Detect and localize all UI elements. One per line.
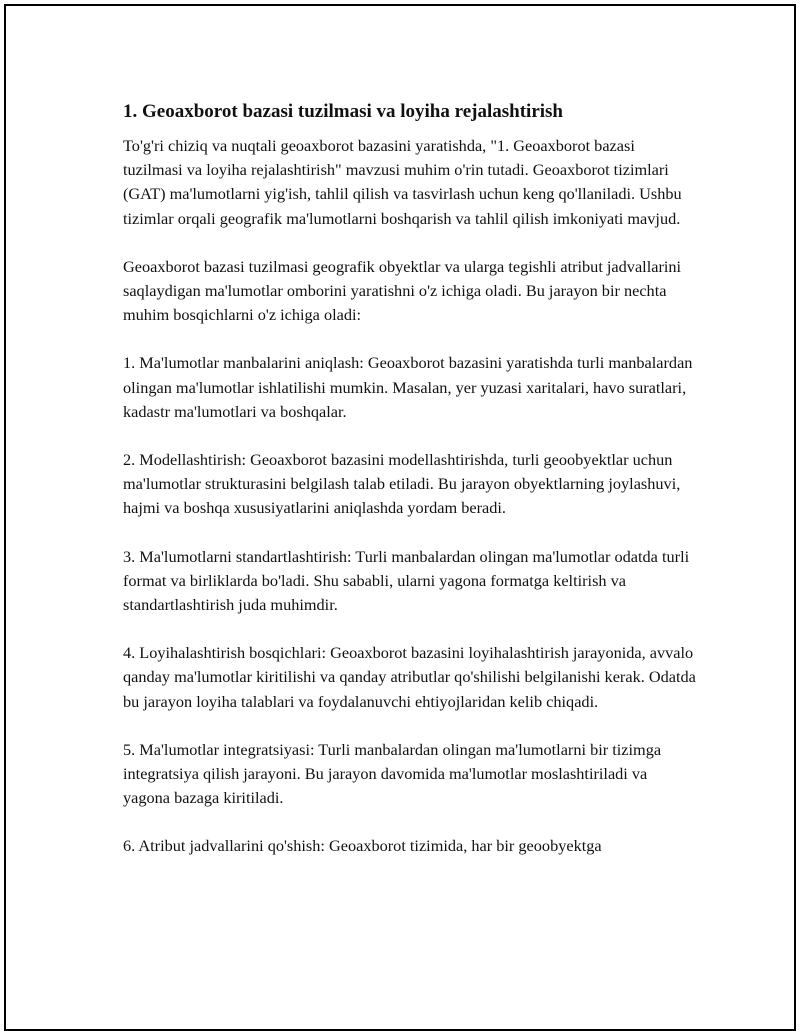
list-item-1: 1. Ma'lumotlar manbalarini aniqlash: Geoaxborot bazasini yaratishda turli manbalardan olingan ma'lumotlar ishlatilishi mumkin. Masalan, yer yuzasi xaritalari, havo suratlari, kadastr ma'lumotlari va boshqalar. [123,353,693,421]
document-body [123,98,698,883]
list-item-2: 2. Modellashtirish: Geoaxborot bazasini modellashtirishda, turli geoobyektlar uchun ma'lumotlar strukturasini belgilash talab etiladi. Bu jarayon obyektlarning joylashuvi, hajmi va boshqa xususiyatlarini aniqlashda yordam beradi. [123,450,681,518]
list-item-5: 5. Ma'lumotlar integratsiyasi: Turli manbalardan olingan ma'lumotlarni bir tizimga integratsiya qilish jarayoni. Bu jarayon davomida ma'lumotlar moslashtiriladi va yagona bazaga kiritiladi. [123,739,662,808]
paragraph-intro: To'g'ri chiziq va nuqtali geoaxborot bazasini yaratishda, "1. Geoaxborot bazasi tuzilmasi va loyiha rejalashtirish" mavzusi muhim o'rin tutadi. Geoaxborot tizimlari (GAT) ma'lumotlarni yig'ish, tahlil qilish va tasvirlash uchun keng qo'llaniladi. Ushbu tizimlar orqali geografik ma'lumotlarni boshqarish va tahlil qilish imkoniyati mavjud. [123,136,682,228]
document-title: 1. Geoaxborot bazasi tuzilmasi va loyiha rejalashtirish [123,101,563,122]
list-item-4: 4. Loyihalashtirish bosqichlari: Geoaxborot bazasini loyihalashtirish jarayonida, avvalo qanday ma'lumotlar kiritilishi va qanday atributlar qo'shilishi belgilanishi kerak. Odatda bu jarayon loyiha talablari va foydalanuvchi ehtiyojlaridan kelib chiqadi. [123,643,696,711]
list-item-6: 6. Atribut jadvallarini qo'shish: Geoaxborot tizimida, har bir geoobyektga [123,836,602,856]
paragraph-structure: Geoaxborot bazasi tuzilmasi geografik obyektlar va ularga tegishli atribut jadvallarini saqlaydigan ma'lumotlar omborini yaratishni o'z ichiga oladi. Bu jarayon bir nechta muhim bosqichlarni o'z ichiga oladi: [123,256,682,325]
list-item-3: 3. Ma'lumotlarni standartlashtirish: Turli manbalardan olingan ma'lumotlar odatda turli format va birliklarda bo'ladi. Shu sababli, ularni yagona formatga keltirish va standartlashtirish juda muhimdir. [123,546,690,615]
page-frame [4,4,796,1031]
